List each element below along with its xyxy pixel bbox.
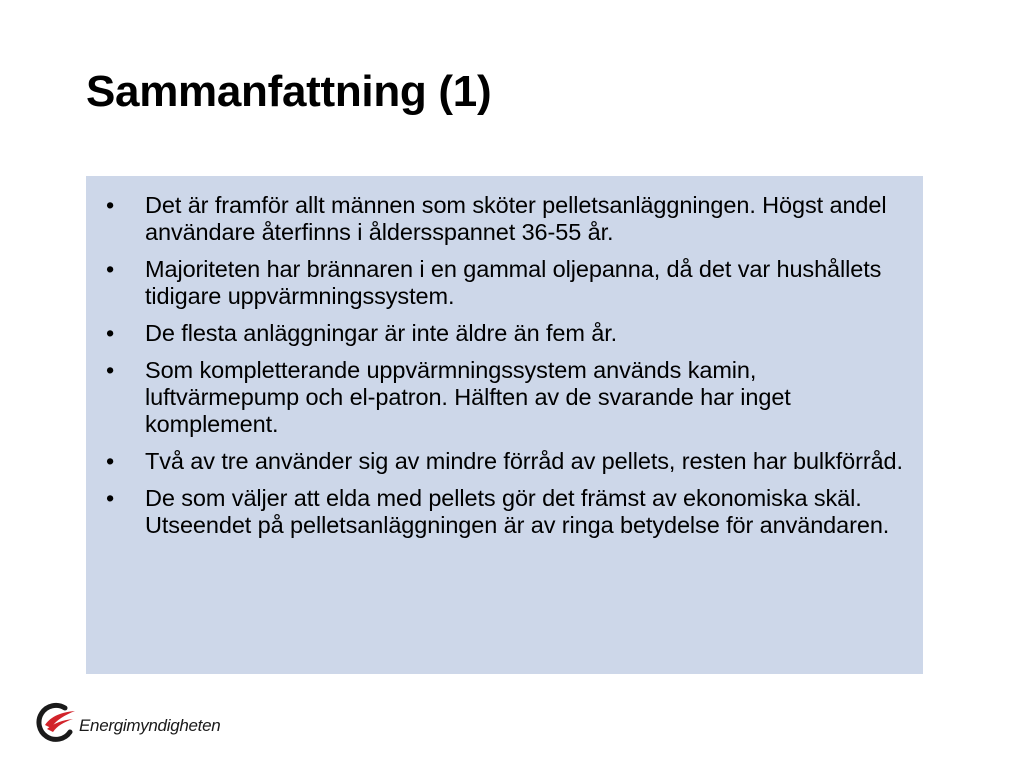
bullet-item <box>100 357 903 438</box>
logo <box>35 700 220 744</box>
bullet-item <box>100 192 903 246</box>
content-box <box>86 176 923 674</box>
bullet-item <box>100 448 903 475</box>
bullet-item <box>100 485 903 539</box>
bullet-text: De som väljer att elda med pellets gör det främst av ekonomiska skäl. Utseendet på pelletsanläggningen är av ringa betydelse för användaren. <box>145 485 890 538</box>
bullet-marker: • <box>106 256 115 282</box>
bullet-text: Två av tre använder sig av mindre förråd av pellets, resten har bulkförråd. <box>145 448 903 474</box>
energimyndigheten-logo-icon <box>35 701 77 743</box>
bullet-item <box>100 320 903 347</box>
bullet-text: Det är framför allt männen som sköter pelletsanläggningen. Högst andel användare återfinns i åldersspannet 36-55 år. <box>145 192 887 245</box>
bullet-text: Majoriteten har brännaren i en gammal oljepanna, då det var hushållets tidigare uppvärmningssystem. <box>145 256 882 309</box>
bullet-marker: • <box>106 448 115 474</box>
logo-text: Energimyndigheten <box>79 716 221 735</box>
bullet-marker: • <box>106 192 115 218</box>
bullet-marker: • <box>106 357 115 383</box>
bullet-text: Som kompletterande uppvärmningssystem används kamin, luftvärmepump och el-patron. Hälften av de svarande har inget komplement. <box>145 357 791 437</box>
bullet-marker: • <box>106 485 115 511</box>
slide-title: Sammanfattning (1) <box>86 67 492 116</box>
bullet-text: De flesta anläggningar är inte äldre än fem år. <box>145 320 618 346</box>
bullet-marker: • <box>106 320 115 346</box>
bullet-item <box>100 256 903 310</box>
bullet-list <box>100 192 903 539</box>
